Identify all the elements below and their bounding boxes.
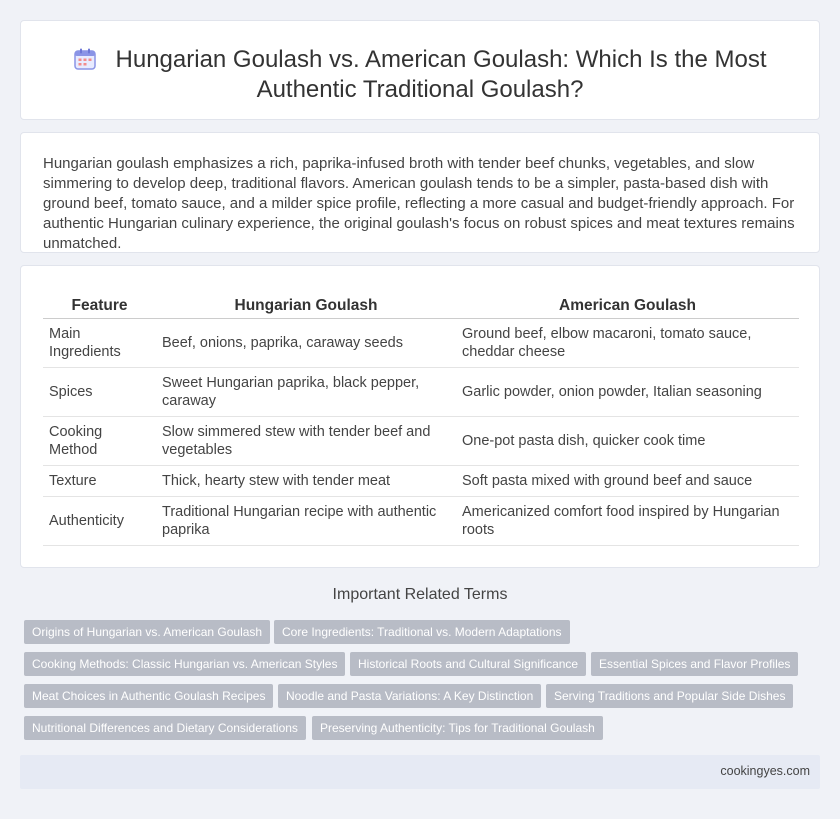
page-title bbox=[21, 21, 819, 105]
header-feature: Feature bbox=[43, 294, 156, 319]
hungarian-cell: Sweet Hungarian paprika, black pepper, caraway bbox=[156, 368, 456, 417]
related-term-tag[interactable]: Cooking Methods: Classic Hungarian vs. American Styles bbox=[24, 652, 345, 676]
table-row bbox=[43, 497, 799, 546]
related-term-tag[interactable]: Preserving Authenticity: Tips for Traditional Goulash bbox=[312, 716, 603, 740]
table-row bbox=[43, 368, 799, 417]
comparison-card bbox=[20, 265, 820, 568]
header-hungarian: Hungarian Goulash bbox=[156, 294, 456, 319]
hungarian-cell: Slow simmered stew with tender beef and vegetables bbox=[156, 417, 456, 466]
intro-card bbox=[20, 132, 820, 253]
related-term-tag[interactable]: Meat Choices in Authentic Goulash Recipes bbox=[24, 684, 273, 708]
related-term-tag[interactable]: Essential Spices and Flavor Profiles bbox=[591, 652, 798, 676]
page-title-text: Hungarian Goulash vs. American Goulash: Which Is the Most Authentic Traditional Goulash? bbox=[115, 46, 767, 103]
hungarian-cell: Beef, onions, paprika, caraway seeds bbox=[156, 319, 456, 368]
related-term-tag[interactable]: Core Ingredients: Traditional vs. Modern Adaptations bbox=[274, 620, 570, 644]
feature-cell: Spices bbox=[43, 368, 156, 417]
american-cell: Americanized comfort food inspired by Hungarian roots bbox=[456, 497, 799, 546]
related-term-tag[interactable]: Nutritional Differences and Dietary Considerations bbox=[24, 716, 306, 740]
hungarian-cell: Traditional Hungarian recipe with authentic paprika bbox=[156, 497, 456, 546]
related-terms-title: Important Related Terms bbox=[332, 586, 508, 603]
feature-cell: Texture bbox=[43, 466, 156, 497]
intro-text: Hungarian goulash emphasizes a rich, paprika-infused broth with tender beef chunks, vegetables, and slow simmering to develop deep, traditional flavors. American goulash tends to be a simpler, pasta-based dish with ground beef, tomato sauce, and a milder spice profile, reflecting a more casual and budget-friendly approach. For authentic Hungarian culinary experience, the original goulash's focus on robust spices and meat textures remains unmatched. bbox=[43, 155, 795, 252]
comparison-table bbox=[43, 294, 799, 546]
american-cell: Soft pasta mixed with ground beef and sauce bbox=[456, 466, 799, 497]
table-row bbox=[43, 417, 799, 466]
calendar-icon bbox=[74, 48, 96, 70]
feature-cell: Main Ingredients bbox=[43, 319, 156, 368]
table-row bbox=[43, 319, 799, 368]
hungarian-cell: Thick, hearty stew with tender meat bbox=[156, 466, 456, 497]
american-cell: Ground beef, elbow macaroni, tomato sauce, cheddar cheese bbox=[456, 319, 799, 368]
feature-cell: Authenticity bbox=[43, 497, 156, 546]
footer-site[interactable]: cookingyes.com bbox=[720, 764, 810, 778]
related-term-tag[interactable]: Origins of Hungarian vs. American Goulash bbox=[24, 620, 270, 644]
table-row bbox=[43, 466, 799, 497]
related-term-tag[interactable]: Serving Traditions and Popular Side Dishes bbox=[546, 684, 793, 708]
related-term-tag[interactable]: Historical Roots and Cultural Significance bbox=[350, 652, 586, 676]
footer bbox=[20, 755, 820, 789]
related-term-tag[interactable]: Noodle and Pasta Variations: A Key Distinction bbox=[278, 684, 541, 708]
header-card bbox=[20, 20, 820, 120]
american-cell: Garlic powder, onion powder, Italian seasoning bbox=[456, 368, 799, 417]
header-american: American Goulash bbox=[456, 294, 799, 319]
american-cell: One-pot pasta dish, quicker cook time bbox=[456, 417, 799, 466]
table-header-row bbox=[43, 294, 799, 319]
feature-cell: Cooking Method bbox=[43, 417, 156, 466]
